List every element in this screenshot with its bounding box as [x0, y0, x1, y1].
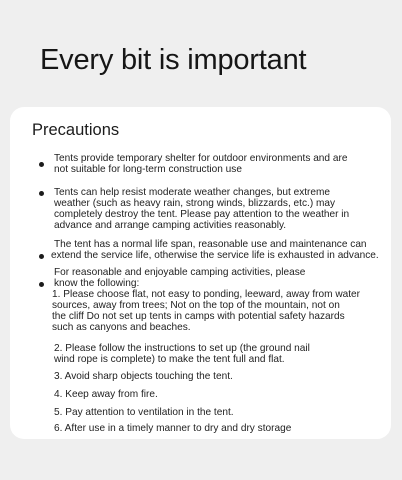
numbered-line: wind rope is complete) to make the tent full and flat.	[54, 354, 285, 365]
bullet-line: Tents provide temporary shelter for outdoor environments and are	[54, 153, 348, 164]
page-headline: Every bit is important	[40, 44, 307, 76]
precautions-card	[10, 107, 391, 439]
numbered-item	[54, 343, 310, 365]
numbered-line: 6. After use in a timely manner to dry and dry storage	[54, 423, 292, 434]
bullet-dot	[39, 282, 44, 287]
bullet-dot	[39, 254, 44, 259]
bullet-line: extend the service life, otherwise the service life is exhausted in advance.	[51, 250, 379, 261]
bullet-line: For reasonable and enjoyable camping activities, please	[54, 267, 306, 278]
bullet-line: sources, away from trees; Not on the top of the mountain, not on	[52, 300, 340, 311]
bullet-line: not suitable for long-term construction use	[54, 164, 242, 175]
numbered-item	[54, 389, 158, 400]
bullet-line: such as canyons and beaches.	[52, 322, 191, 333]
bullet-line: advance and arrange camping activities reasonably.	[54, 220, 287, 231]
numbered-item	[54, 407, 234, 418]
bullet-line: The tent has a normal life span, reasonable use and maintenance can	[54, 239, 367, 250]
numbered-item	[54, 371, 233, 382]
bullet-line: Tents can help resist moderate weather changes, but extreme	[54, 187, 331, 198]
numbered-item	[54, 423, 291, 434]
bullet-line: 1. Please choose flat, not easy to ponding, leeward, away from water	[52, 289, 361, 300]
card-title: Precautions	[32, 121, 120, 139]
bullet-line: weather (such as heavy rain, strong winds, blizzards, etc.) may	[54, 198, 336, 209]
numbered-line: 5. Pay attention to ventilation in the tent.	[54, 407, 234, 418]
numbered-line: 2. Please follow the instructions to set up (the ground nail	[54, 343, 310, 354]
bullet-dot	[39, 162, 44, 167]
bullet-line: completely destroy the tent. Please pay attention to the weather in	[54, 209, 350, 220]
bullet-dot	[39, 191, 44, 196]
bullet-line: the cliff Do not set up tents in camps with potential safety hazards	[52, 311, 345, 322]
numbered-line: 3. Avoid sharp objects touching the tent.	[54, 371, 233, 382]
numbered-line: 4. Keep away from fire.	[54, 389, 158, 400]
bullet-line: know the following:	[54, 278, 140, 289]
